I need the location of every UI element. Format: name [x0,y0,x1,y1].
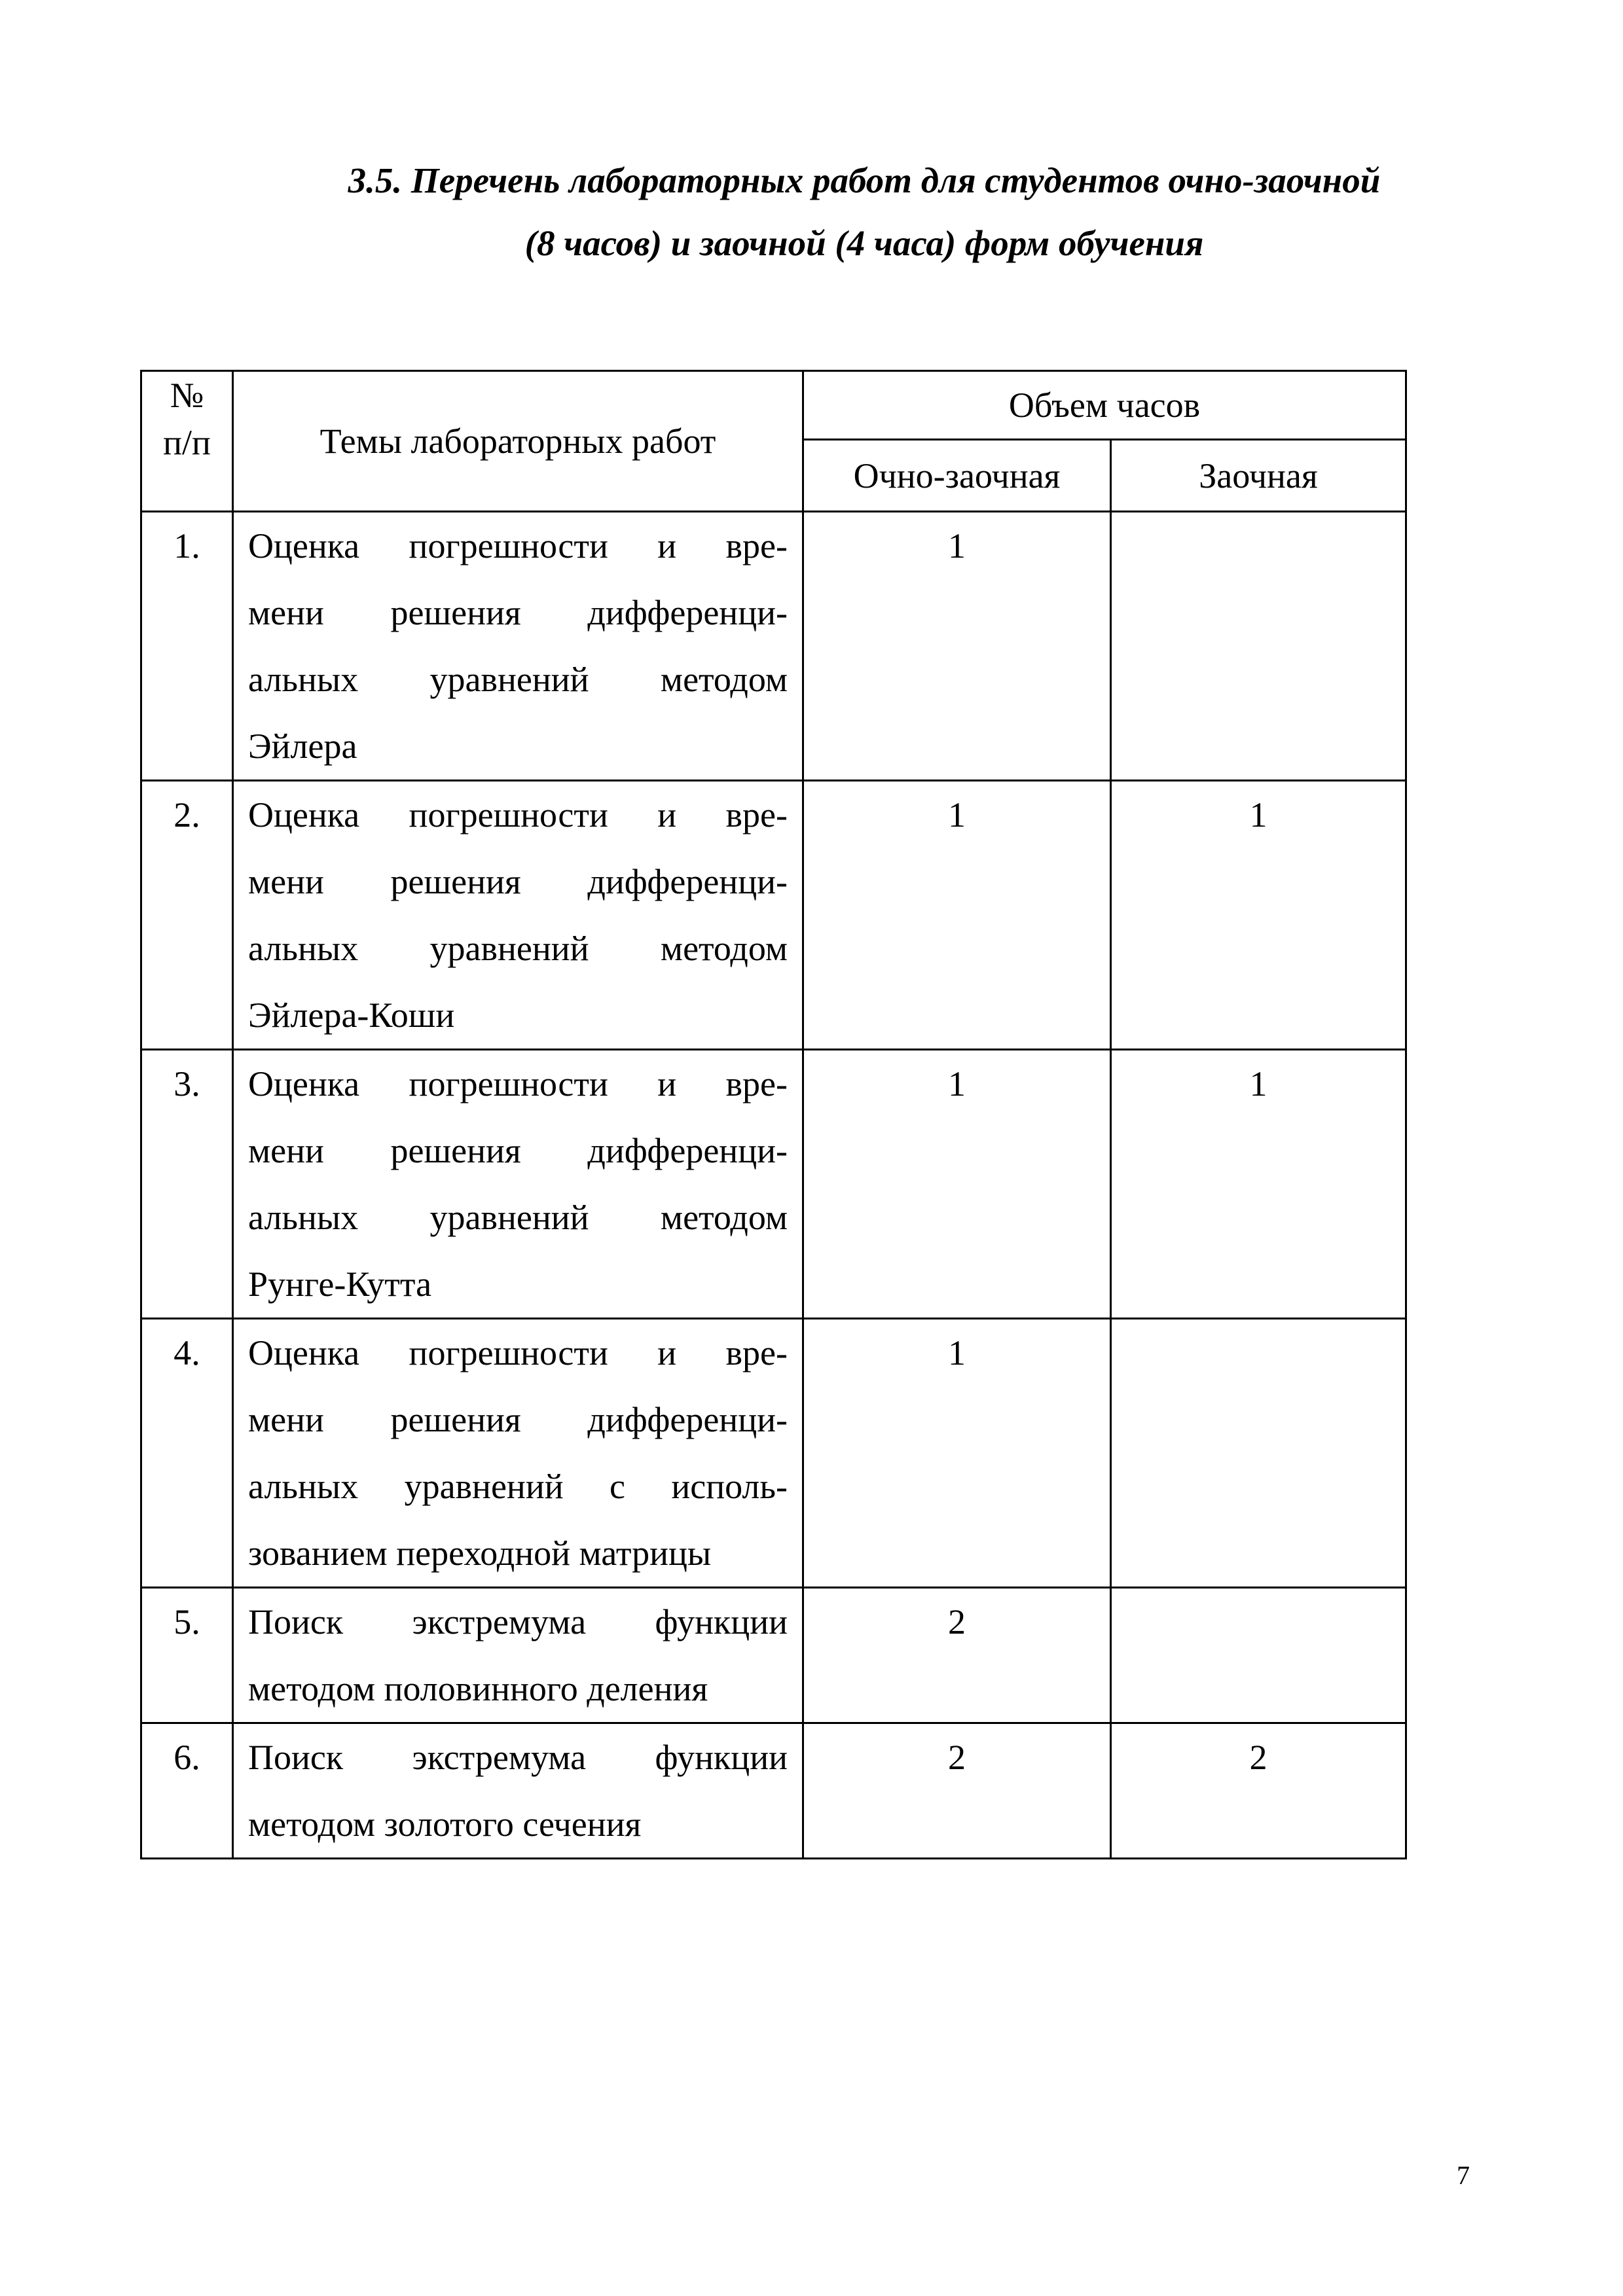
row-part-time-hours: 1 [803,1319,1111,1588]
row-number: 3. [141,1050,233,1319]
row-part-time-hours: 2 [803,1588,1111,1723]
row-topic [233,512,803,781]
table-row [141,1319,1406,1588]
table-row [141,781,1406,1050]
topic-line: Поиск экстремума функции [248,1602,788,1641]
row-topic [233,1588,803,1723]
row-number: 6. [141,1723,233,1859]
topic-line: Поиск экстремума функции [248,1738,788,1777]
topic-line: альных уравнений с исполь- [248,1467,788,1506]
header-number-symbol: № [170,376,204,415]
section-title-line-2: (8 часов) и заочной (4 часа) форм обучения [524,223,1204,263]
header-part-time: Очно-заочная [803,440,1111,512]
header-correspondence: Заочная [1111,440,1406,512]
row-correspondence-hours: 1 [1111,1050,1406,1319]
topic-line: Оценка погрешности и вре- [248,1064,788,1103]
topic-line: альных уравнений методом [248,929,788,968]
row-part-time-hours: 1 [803,1050,1111,1319]
topic-line: альных уравнений методом [248,1198,788,1237]
row-number: 1. [141,512,233,781]
topic-line: методом золотого сечения [248,1804,642,1844]
table-row [141,1050,1406,1319]
lab-works-table [140,370,1407,1859]
topic-line: альных уравнений методом [248,660,788,699]
row-part-time-hours: 2 [803,1723,1111,1859]
row-topic [233,1723,803,1859]
topic-line: Оценка погрешности и вре- [248,795,788,834]
table-row [141,512,1406,781]
row-correspondence-hours: 2 [1111,1723,1406,1859]
row-topic [233,1050,803,1319]
topic-line: зованием переходной матрицы [248,1534,712,1573]
topic-line: методом половинного деления [248,1669,708,1708]
row-correspondence-hours [1111,1319,1406,1588]
row-correspondence-hours: 1 [1111,781,1406,1050]
header-hours-volume: Объем часов [803,371,1406,440]
topic-line: мени решения дифференци- [248,593,788,632]
topic-line: Оценка погрешности и вре- [248,1333,788,1372]
topic-line: Оценка погрешности и вре- [248,526,788,565]
topic-line: Эйлера [248,726,357,766]
topic-line: Эйлера-Коши [248,996,455,1035]
row-number: 4. [141,1319,233,1588]
section-title-line-1: 3.5. Перечень лабораторных работ для студентов очно-заочной [348,160,1381,200]
row-part-time-hours: 1 [803,512,1111,781]
row-correspondence-hours [1111,512,1406,781]
row-number: 2. [141,781,233,1050]
row-number: 5. [141,1588,233,1723]
table-row [141,1588,1406,1723]
row-part-time-hours: 1 [803,781,1111,1050]
page-number: 7 [1457,2161,1470,2190]
topic-line: Рунге-Кутта [248,1265,432,1304]
row-topic [233,1319,803,1588]
row-correspondence-hours [1111,1588,1406,1723]
row-topic [233,781,803,1050]
table-row [141,1723,1406,1859]
header-topic: Темы лабораторных работ [233,371,803,512]
header-number [141,371,233,512]
topic-line: мени решения дифференци- [248,1131,788,1170]
topic-line: мени решения дифференци- [248,862,788,901]
header-number-abbrev: п/п [163,423,211,462]
topic-line: мени решения дифференци- [248,1400,788,1439]
